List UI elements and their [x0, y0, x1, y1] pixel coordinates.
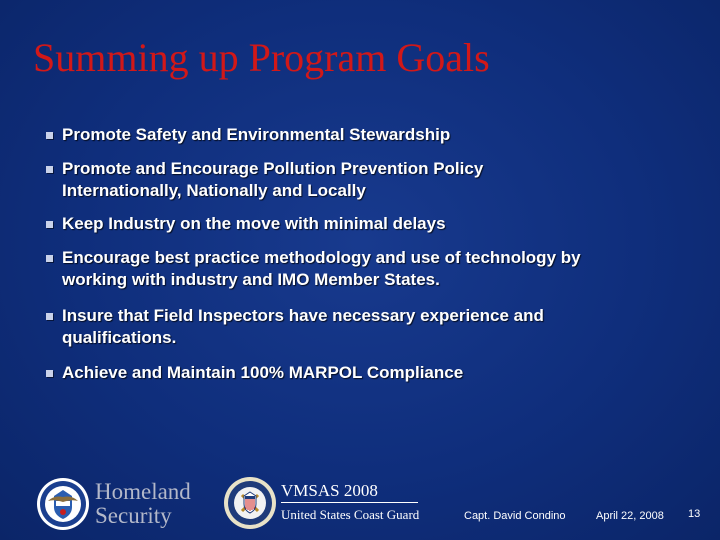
uscg-seal-icon	[223, 476, 277, 530]
square-bullet-icon	[46, 132, 53, 139]
bullet-item	[46, 158, 696, 202]
organization-name: United States Coast Guard	[281, 507, 420, 522]
page-number: 13	[688, 508, 701, 520]
bullet-text: Promote Safety and Environmental Stewardship	[62, 125, 451, 144]
bullet-text: Achieve and Maintain 100% MARPOL Compliance	[62, 363, 464, 382]
bullet-text-continued: working with industry and IMO Member States.	[62, 270, 440, 289]
bullet-item	[46, 213, 696, 235]
bullet-item	[46, 362, 696, 384]
square-bullet-icon	[46, 221, 53, 228]
dhs-wordmark	[95, 480, 191, 528]
bullet-text-continued: Internationally, Nationally and Locally	[62, 181, 366, 200]
bullet-text-continued: qualifications.	[62, 328, 177, 347]
slide-title: Summing up Program Goals	[33, 35, 490, 80]
event-name: VMSAS 2008	[281, 480, 418, 503]
bullet-list	[46, 124, 696, 396]
bullet-text: Promote and Encourage Pollution Prevention Policy	[62, 159, 484, 178]
presenter-name: Capt. David Condino	[464, 510, 566, 522]
bullet-item	[46, 305, 696, 349]
bullet-text: Encourage best practice methodology and use of technology by	[62, 248, 581, 267]
dhs-wordmark-line: Security	[95, 503, 172, 528]
presentation-date: April 22, 2008	[596, 510, 664, 522]
dhs-seal-icon	[36, 477, 90, 531]
bullet-item	[46, 247, 696, 291]
square-bullet-icon	[46, 370, 53, 377]
bullet-item	[46, 124, 696, 146]
square-bullet-icon	[46, 313, 53, 320]
bullet-text: Keep Industry on the move with minimal delays	[62, 214, 446, 233]
bullet-text: Insure that Field Inspectors have necessary experience and	[62, 306, 544, 325]
square-bullet-icon	[46, 166, 53, 173]
footer	[0, 468, 720, 540]
square-bullet-icon	[46, 255, 53, 262]
dhs-wordmark-line: Homeland	[95, 479, 191, 504]
